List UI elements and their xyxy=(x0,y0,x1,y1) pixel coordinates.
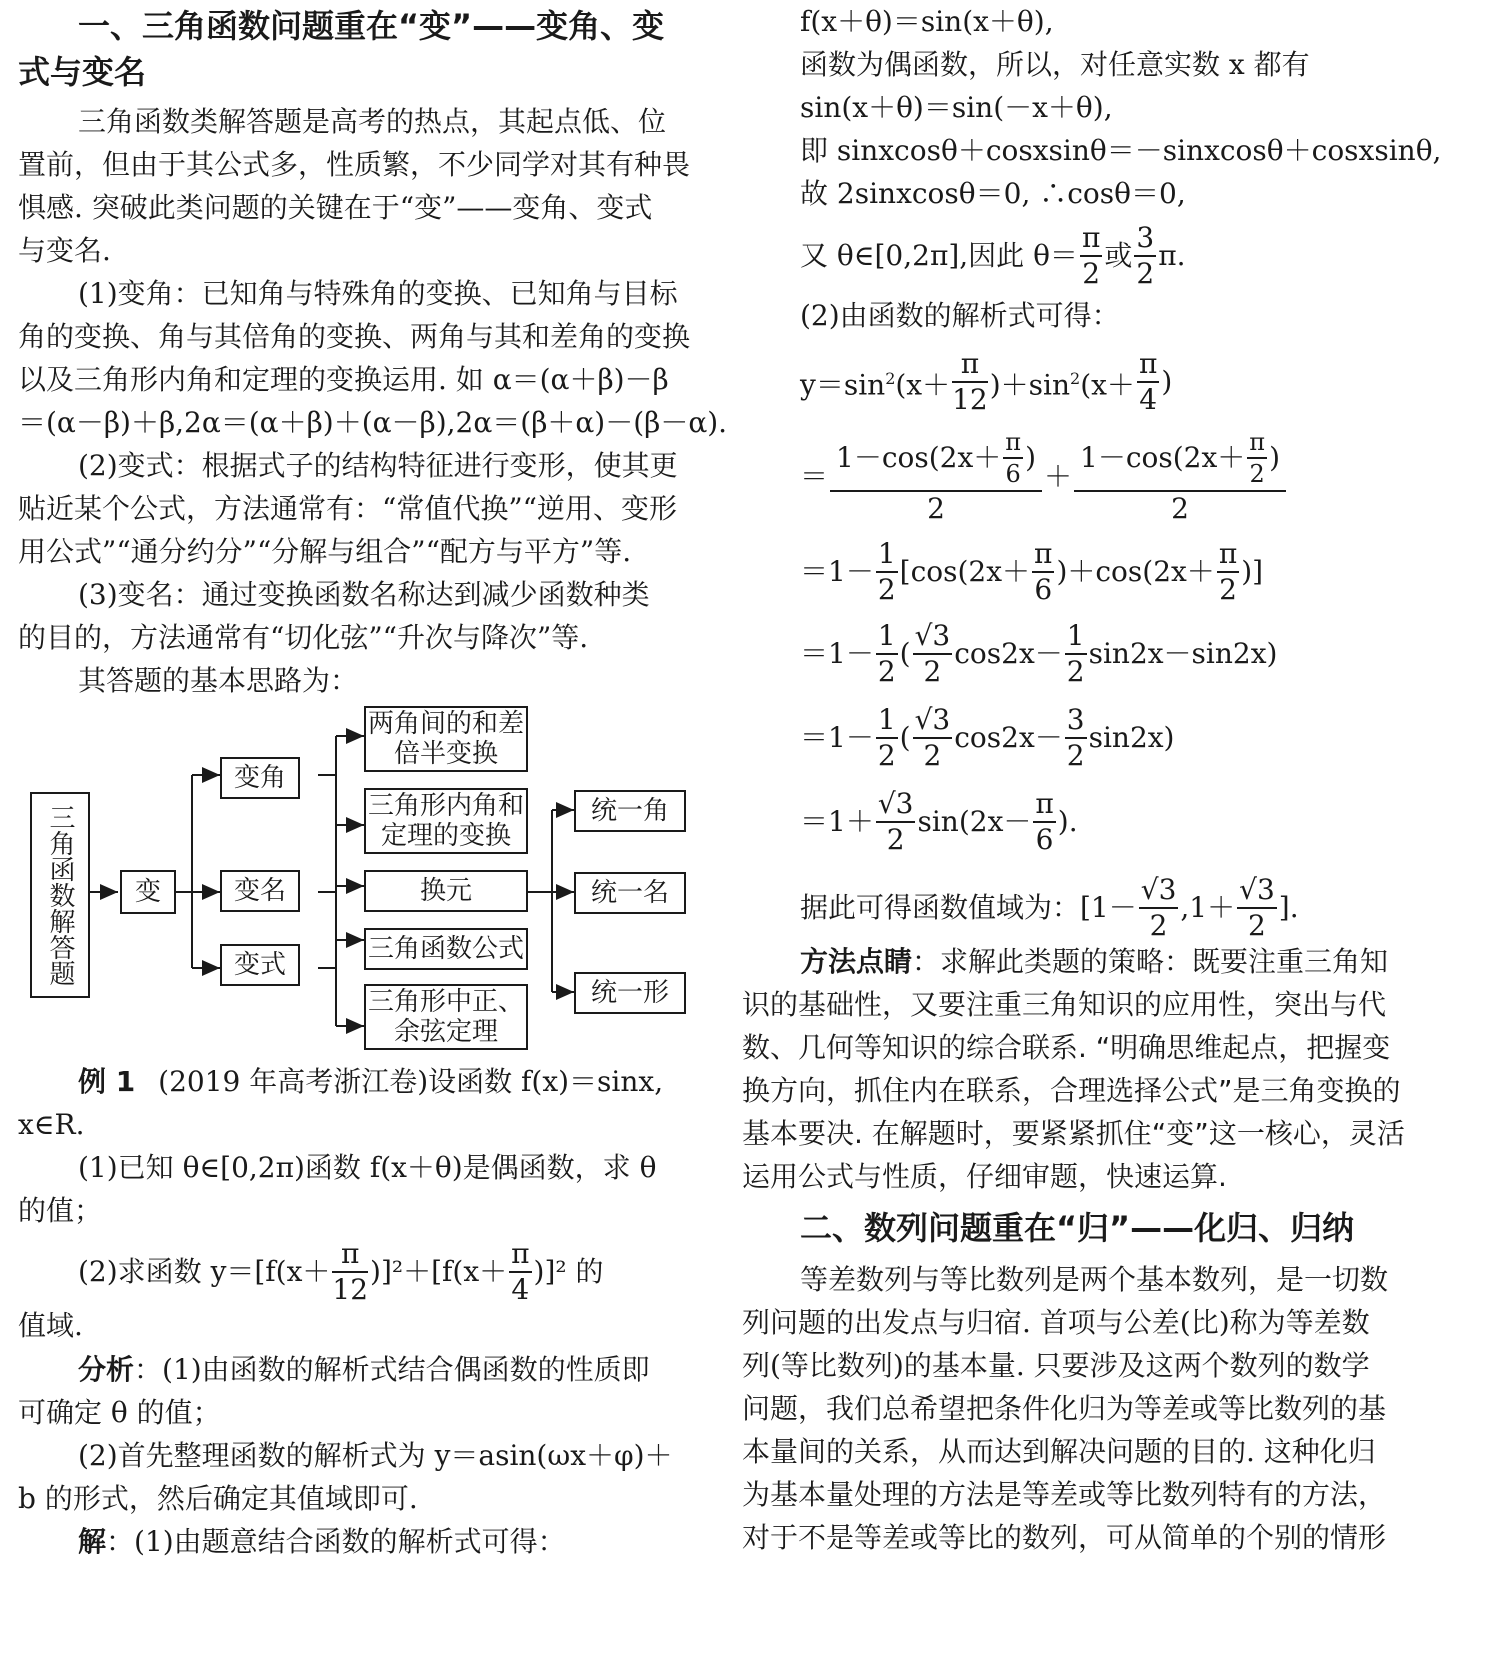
para-line: b 的形式，然后确定其值域即可. xyxy=(18,1482,418,1515)
para-line: 的值； xyxy=(18,1194,103,1227)
para-line: 用公式”“通分约分”“分解与组合”“配方与平方”等. xyxy=(18,535,632,568)
para-line: ＝(α－β)＋β,2α＝(α＋β)＋(α－β),2α＝(β＋α)－(β－α). xyxy=(18,406,728,439)
fraction: $\frac{√3}{2}$ xyxy=(877,787,914,856)
para-line: 等差数列与等比数列是两个基本数列，是一切数 xyxy=(800,1263,1389,1296)
method-line: 基本要决. 在解题时，要紧紧抓住“变”这一核心，灵活 xyxy=(742,1117,1405,1150)
section-heading-1: 一、三角函数问题重在“变”——变角、变 xyxy=(78,7,665,45)
para-line: (3)变名：通过变换函数名称达到减少函数种类 xyxy=(78,578,650,611)
flow-diagram xyxy=(18,700,730,1060)
q2-text-post: )]² 的 xyxy=(533,1255,604,1288)
para-line: 的目的，方法通常有“切化弦”“升次与降次”等. xyxy=(18,621,589,654)
para-line: 列问题的出发点与归宿. 首项与公差(比)称为等差数 xyxy=(742,1306,1370,1339)
example-line xyxy=(78,1064,663,1100)
para-line: (1)变角：已知角与特殊角的变换、已知角与目标 xyxy=(78,277,678,310)
diagram-box-tongyijiao: 统一角 xyxy=(574,790,686,832)
q2-text-mid: )]²＋[f(x＋ xyxy=(370,1255,508,1288)
equation-3: ＝1－ $\frac{1}{2}$ [cos(2x＋ $\frac{\pi}{6}$ )＋cos(2x＋ $\frac{\pi}{2}$ )] xyxy=(800,537,1264,606)
fraction: 1－cos(2x＋ $\frac{\pi}{6}$ ) 2 xyxy=(830,430,1042,523)
method-line: 换方向，抓住内在联系，合理选择公式”是三角变换的 xyxy=(742,1074,1401,1107)
pi-text: π. xyxy=(1158,239,1186,272)
fraction: $\frac{\pi}{4}$ xyxy=(511,1237,530,1306)
analysis-text: ：(1)由函数的解析式结合偶函数的性质即 xyxy=(134,1353,650,1386)
para-line: 值域. xyxy=(18,1309,83,1342)
para-line: 为基本量处理的方法是等差或等比数列特有的方法， xyxy=(742,1478,1387,1511)
diagram-box-tongyixing: 统一形 xyxy=(574,972,686,1014)
fraction: $\frac{\pi}{2}$ xyxy=(1081,221,1101,290)
fraction: $\frac{√3}{2}$ xyxy=(1239,873,1275,942)
fraction: $\frac{1}{2}$ xyxy=(877,537,896,606)
method-line xyxy=(800,944,1388,980)
range-line xyxy=(800,873,1299,942)
equation-4: ＝1－ $\frac{1}{2}$ ( $\frac{√3}{2}$ cos2x－ $\frac{1}{2}$ sin2x－sin2x) xyxy=(800,619,1278,688)
method-label: 方法点睛 xyxy=(800,945,913,978)
analysis-label: 分析 xyxy=(78,1353,135,1386)
fraction: $\frac{√3}{2}$ xyxy=(914,703,951,772)
math-line: 即 sinxcosθ＋cosxsinθ＝－sinxcosθ＋cosxsinθ, xyxy=(800,134,1442,167)
para-line: 可确定 θ 的值； xyxy=(18,1396,221,1429)
solution-line xyxy=(78,1524,566,1560)
diagram-root-label: 三角函数解答题 xyxy=(45,804,75,986)
fraction: $\frac{1}{2}$ xyxy=(1066,619,1085,688)
diagram-box-neijiao: 三角形内角和定理的变换 xyxy=(364,788,528,854)
fraction: $\frac{\pi}{2}$ xyxy=(1218,537,1238,606)
fraction: $\frac{\pi}{6}$ xyxy=(1035,787,1054,856)
math-line: f(x＋θ)＝sin(x＋θ), xyxy=(800,5,1054,38)
para-line: 列(等比数列)的基本量. 只要涉及这两个数列的数学 xyxy=(742,1349,1370,1382)
para-line: 惧感. 突破此类问题的关键在于“变”——变角、变式 xyxy=(18,191,653,224)
para-line: 角的变换、角与其倍角的变换、两角与其和差角的变换 xyxy=(18,320,691,353)
math-line: 故 2sinxcosθ＝0, ∴cosθ＝0, xyxy=(800,177,1186,210)
equation-6: ＝1＋ $\frac{√3}{2}$ sin(2x－ $\frac{\pi}{6}$ ). xyxy=(800,787,1078,856)
fraction: $\frac{1}{2}$ xyxy=(877,619,896,688)
math-line: sin(x＋θ)＝sin(－x＋θ), xyxy=(800,91,1113,124)
para-line: 置前，但由于其公式多，性质繁，不少同学对其有种畏 xyxy=(18,148,691,181)
section-heading-2: 二、数列问题重在“归”——化归、归纳 xyxy=(800,1209,1355,1247)
fraction: 1－cos(2x＋ $\frac{\pi}{2}$ ) 2 xyxy=(1074,430,1286,523)
section-heading-1-cont: 式与变名 xyxy=(18,53,147,91)
fraction: $\frac{\pi}{4}$ xyxy=(1138,347,1158,416)
fraction: $\frac{\pi}{12}$ xyxy=(332,1237,369,1306)
para-line: (2)首先整理函数的解析式为 y＝asin(ωx＋φ)＋ xyxy=(78,1439,673,1472)
para-line: (1)已知 θ∈[0,2π)函数 f(x＋θ)是偶函数，求 θ xyxy=(78,1151,657,1184)
method-line: 数、几何等知识的综合联系. “明确思维起点，把握变 xyxy=(742,1031,1391,1064)
method-line: 识的基础性，又要注重三角知识的应用性，突出与代 xyxy=(742,988,1387,1021)
para-line: 与变名. xyxy=(18,234,111,267)
fraction: $\frac{3}{2}$ xyxy=(1136,221,1155,290)
diagram-box-zhengxian: 三角形中正、余弦定理 xyxy=(364,984,528,1050)
fraction: $\frac{1}{2}$ xyxy=(877,703,896,772)
diagram-bianming-box: 变名 xyxy=(220,870,300,912)
example-label: 例 1 xyxy=(78,1065,136,1098)
diagram-box-tongyiming: 统一名 xyxy=(574,872,686,914)
example-text: (2019 年高考浙江卷)设函数 f(x)＝sinx, xyxy=(158,1065,664,1098)
equation-1: $y=\sin^2(x+$ $\frac{\pi}{12}$ )$+\sin^2(x+$ $\frac{\pi}{4}$ ) xyxy=(800,347,1173,416)
para-line: 对于不是等差或等比的数列，可从简单的个别的情形 xyxy=(742,1521,1387,1554)
diagram-box-gongshi: 三角函数公式 xyxy=(364,928,528,970)
math-line: 函数为偶函数，所以，对任意实数 x 都有 xyxy=(800,48,1310,81)
range-pre: 据此可得函数值域为：[1－ xyxy=(800,891,1137,924)
para-line: 其答题的基本思路为： xyxy=(78,664,359,697)
diagram-bianjiao-box: 变角 xyxy=(220,757,300,799)
para-line: 以及三角形内角和定理的变换运用. 如 α＝(α＋β)－β xyxy=(18,363,669,396)
q2-text-pre: (2)求函数 y＝[f(x＋ xyxy=(78,1255,331,1288)
para-line: (2)变式：根据式子的结构特征进行变形，使其更 xyxy=(78,449,678,482)
equation-2: ＝ 1－cos(2x＋ $\frac{\pi}{6}$ ) 2 ＋ 1－cos(2x＋ $\frac{\pi}{2}$ ) 2 xyxy=(800,430,1288,523)
equation-5: ＝1－ $\frac{1}{2}$ ( $\frac{√3}{2}$ cos2x－ $\frac{3}{2}$ sin2x) xyxy=(800,703,1175,772)
fraction: $\frac{\pi}{12}$ xyxy=(952,347,988,416)
para-line: 三角函数类解答题是高考的热点，其起点低、位 xyxy=(78,105,667,138)
fraction: $\frac{√3}{2}$ xyxy=(914,619,951,688)
math-line-theta xyxy=(800,221,1186,290)
solution-text: ：(1)由题意结合函数的解析式可得： xyxy=(106,1525,566,1558)
fraction: $\frac{\pi}{6}$ xyxy=(1034,537,1053,606)
range-post: ]. xyxy=(1278,891,1299,924)
method-line: 运用公式与性质，仔细审题，快速运算. xyxy=(742,1160,1227,1193)
diagram-box-liangjiao: 两角间的和差倍半变换 xyxy=(364,706,528,772)
diagram-root-box xyxy=(30,792,90,998)
fraction: $\frac{√3}{2}$ xyxy=(1140,873,1177,942)
para-line: x∈R. xyxy=(18,1108,85,1141)
para-line: 问题，我们总希望把条件化归为等差或等比数列的基 xyxy=(742,1392,1387,1425)
fraction: $\frac{3}{2}$ xyxy=(1066,703,1085,772)
or-text: 或 xyxy=(1104,239,1133,272)
solution-label: 解 xyxy=(78,1525,107,1558)
math-line: (2)由函数的解析式可得： xyxy=(800,299,1120,332)
theta-text: 又 θ∈[0,2π],因此 θ＝ xyxy=(800,239,1078,272)
analysis-line xyxy=(78,1352,650,1388)
diagram-bianshi-box: 变式 xyxy=(220,944,300,986)
diagram-bian-box: 变 xyxy=(120,870,176,914)
para-line: 本量间的关系，从而达到解决问题的目的. 这种化归 xyxy=(742,1435,1376,1468)
diagram-box-huanyuan: 换元 xyxy=(364,870,528,912)
range-mid: ,1＋ xyxy=(1180,891,1236,924)
method-text: ：求解此类题的策略：既要注重三角知 xyxy=(912,945,1389,978)
para-line: 贴近某个公式，方法通常有：“常值代换”“逆用、变形 xyxy=(18,492,677,525)
question-2-line xyxy=(78,1237,604,1306)
